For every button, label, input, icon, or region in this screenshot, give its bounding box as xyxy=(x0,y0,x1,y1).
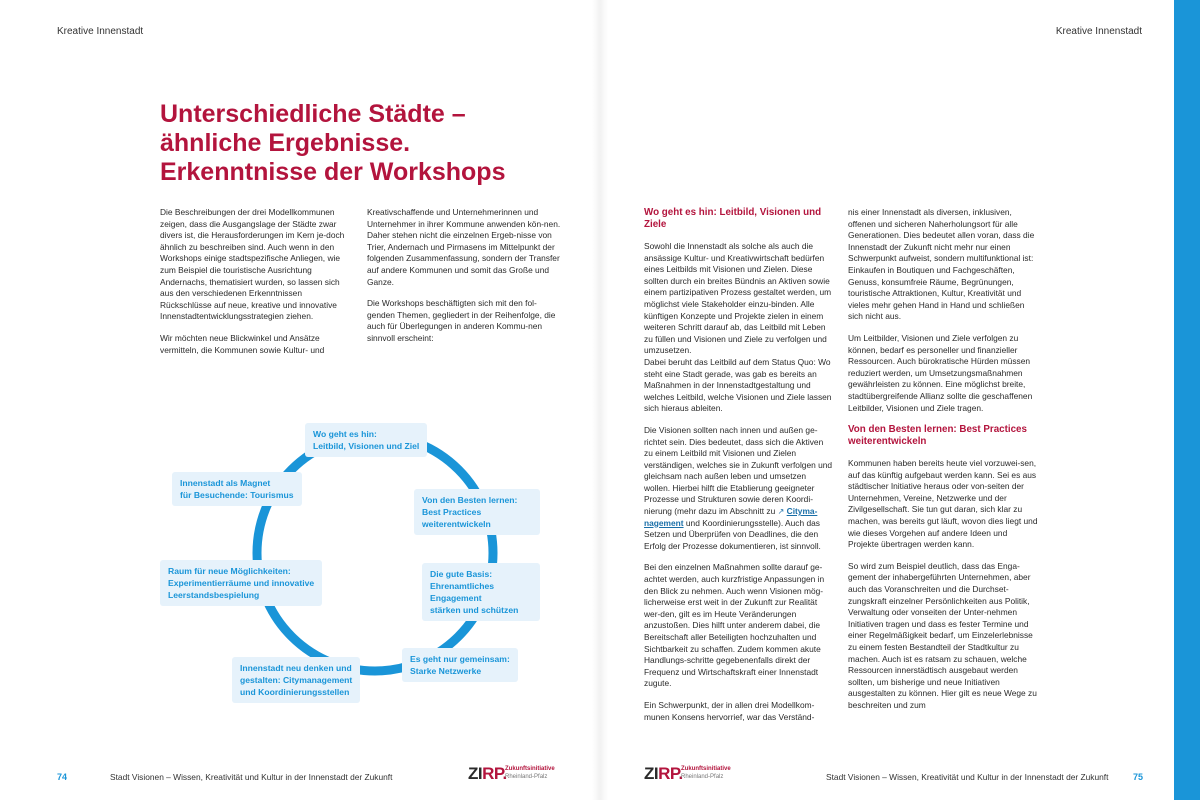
logo-mark: ZIRP. xyxy=(644,764,683,783)
paragraph: Die Beschreibungen der drei Modellkommunen zeigen, dass die Ausgangslage der Städte zwar divers ist, die Herausforderungen im Kern je-doch ähnlich zu beschreiben sind. Auch wenn in den Workshops einige stadtspezifische Anliegen, wie zum Beispiel die touristische Ausrichtung Andernachs, thematisiert wurden, so lassen sich aus den verschiedenen Erkenntnissen Rückschlüsse auf neue, kreative und innovative Innenstadtentwicklungsstrategien ziehen. xyxy=(160,207,345,322)
logo-mark: ZIRP. xyxy=(468,764,507,783)
running-head-right: Kreative Innenstadt xyxy=(1055,26,1142,37)
right-column-2 xyxy=(848,207,1040,722)
cycle-circle xyxy=(257,435,493,671)
zirp-logo-right xyxy=(644,764,744,784)
paragraph: Wir möchten neue Blickwinkel und Ansätze vermitteln, die Kommunen sowie Kultur- und xyxy=(160,332,325,355)
cycle-diagram xyxy=(160,415,540,715)
title-line: ähnliche Ergebnisse. xyxy=(160,129,411,157)
left-column-1 xyxy=(160,207,355,366)
cycle-node-tourism: Innenstadt als Magnet für Besuchende: Tourismus xyxy=(172,472,302,506)
paragraph: Um Leitbilder, Visionen und Ziele verfolgen zu können, bedarf es personeller und finanzieller Ressourcen. Auch bürokratische Hürden müssen reduziert werden, um Umsetzungsmaßnahmen gewährleisten zu können. Eine möglichst breite, stadtübergreifende Allianz sollte die geschaffenen Leitbilder, Visionen und Ziele tragen. xyxy=(848,332,1033,413)
paragraph: Sowohl die Innenstadt als solche als auch die ansässige Kultur- und Kreativwirtschaft bedürfen eines Leitbilds mit Visionen und Zielen. Diese sollten durch ein breites Bündnis an Aktiven sowie einem partizipativen Prozess gestaltet werden, um möglichst viele Stakeholder einzu-binden. Alle künftigen Konzepte und Projekte zielen in einem weiteren Schritt darauf ab, das Leitbild mit Leben zu füllen und Visionen und Ziele zu verfolgen und umzusetzen. xyxy=(644,241,832,356)
section-heading: Wo geht es hin: Leitbild, Visionen und Ziele xyxy=(644,207,822,230)
spine-gutter xyxy=(592,0,608,800)
paragraph: nis einer Innenstadt als diversen, inklusiven, offenen und sicheren Naherholungsort für alle Generationen. Dies bedeutet allen voran, dass die Innenstadt der Zukunft nicht mehr nur einen Schwerpunkt aufweist, sondern multifunktional ist: Einkaufen in Boutiquen und Fachgeschäften, Genuss, konsumfreie Räume, Begrünungen, touristische Attraktionen, Kultur, Kreativität und vieles mehr gehen Hand in Hand und schließen sich nicht aus. xyxy=(848,207,1035,322)
paragraph: Kreativschaffende und Unternehmerinnen und Unternehmer in ihrer Kommune anwenden kön-nen. Daher stehen nicht die einzelnen Ergeb-nisse von Trier, Andernach und Pirmasens im Mittelpunkt der folgenden Zusammenfassung, sondern der Transfer auf andere Kommunen und somit das Große und Ganze. xyxy=(367,207,561,287)
left-column-2 xyxy=(367,207,562,355)
paragraph: Bei den einzelnen Maßnahmen sollte darauf ge-achtet werden, auch kurzfristige Anpassungen in den Blick zu nehmen. Auch wenn Visionen mög-licherweise erst weit in der Zukunft zur Realität wer-den, gilt es im Heute Veränderungen anzustoßen. Dies hilft unter anderem dabei, die Bereitschaft aller Beteiligten hochzuhalten und Sichtbarkeit zu schaffen. Zudem kommen akute Handlungs-schritte gegebenenfalls direkt der Frequenz und Wirtschaftskraft einer Innenstadt zugute. xyxy=(644,562,825,689)
blue-edge-bar xyxy=(1174,0,1200,800)
paragraph: So wird zum Beispiel deutlich, dass das Enga-gement der inhabergeführten Unternehmen, aber auch das Voranschreiten und die Durchset-zungskraft einzelner Persönlichkeiten aus Politik, Verwaltung oder vonseiten der Unter-nehmen Initiativen tragen und dass es fester Termine und einer Regelmäßigkeit bedarf, um Einzelerlebnisse zu einem festen Bestandteil der Stadtkultur zu machen. Auch ist es ratsam zu schauen, welche Ressourcen innerstädtisch ausgebaut werden sollten, um bisherige und neue Initiativen ausgestalten zu können. Hier gilt es neue Wege zu beschreiten und zum xyxy=(848,560,1037,710)
running-head-left: Kreative Innenstadt xyxy=(57,26,144,37)
logo-text: Zukunftsinitiative Rheinland-Pfalz xyxy=(681,766,731,780)
cycle-node-networks: Es geht nur gemeinsam: Starke Netzwerke xyxy=(402,648,518,682)
cycle-node-experiment-spaces: Raum für neue Möglichkeiten: Experimentierräume und innovative Leerstandsbespielung xyxy=(160,560,322,606)
cycle-node-best-practices: Von den Besten lernen: Best Practices weiterentwickeln xyxy=(414,489,540,535)
paragraph: Die Visionen sollten nach innen und außen ge-richtet sein. Dies bedeutet, dass sich die Aktiven zu einem Leitbild mit Visionen und Zielen verständigen, welches sie in Zukunft verfolgen und gleichsam nach außen leben und umsetzen wollen. Hierbei hilft die Etablierung geeigneter Prozesse und Strukturen sowie deren Koordi-nierung (mehr dazu im Abschnitt zu ↗ Cityma-nagement und Koordinierungsstelle). Auch das Setzen und Überprüfen von Deadlines, die den Erfolg der Prozesse dokumentieren, ist sinnvoll. xyxy=(644,424,833,551)
cycle-node-citymanagement: Innenstadt neu denken und gestalten: Citymanagement und Koordinierungsstellen xyxy=(232,657,360,703)
paragraph: Dabei beruht das Leitbild auf dem Status Quo: Wo steht eine Stadt gerade, was gab es bereits an Maßnahmen in der Innenstadtgestaltung und welches Leitbild, welche Visionen und Ziele lassen sich hieraus ableiten. xyxy=(644,356,832,414)
cycle-node-engagement: Die gute Basis: Ehrenamtliches Engagement stärken und schützen xyxy=(422,563,540,621)
paragraph: Ein Schwerpunkt, der in allen drei Modellkom-munen Konsens hervorrief, war das Verständ- xyxy=(644,699,815,722)
page-number-left: 74 xyxy=(57,772,68,782)
page-title xyxy=(160,100,560,187)
paragraph: Kommunen haben bereits heute viel vorzuwei-sen, auf das künftig aufgebaut werden kann. Sei es aus städtischer Initiative heraus oder von-seiten der Unternehmen, Vereine, Netzwerke und der Zivilgesellschaft. Sie tun gut daran, sich klar zu machen, was bereits gut läuft, wovon dies liegt und wie dieses Vorgehen auf andere Ideen und Projekte übertragen werden kann. xyxy=(848,458,1038,550)
right-column-1 xyxy=(644,207,834,733)
logo-text: Zukunftsinitiative Rheinland-Pfalz xyxy=(505,766,555,780)
title-line: Erkenntnisse der Workshops xyxy=(160,158,506,186)
zirp-logo-left xyxy=(468,764,568,784)
external-link-icon: ↗ xyxy=(777,507,785,517)
footer-text-left: Stadt Visionen – Wissen, Kreativität und Kultur in der Innenstadt der Zukunft xyxy=(110,772,393,782)
cycle-node-vision: Wo geht es hin: Leitbild, Visionen und Ziel xyxy=(305,423,427,457)
footer-text-right: Stadt Visionen – Wissen, Kreativität und Kultur in der Innenstadt der Zukunft xyxy=(826,772,1109,782)
title-line: Unterschiedliche Städte – xyxy=(160,100,466,128)
citymanagement-link[interactable]: Cityma-nagement xyxy=(644,506,818,528)
page-number-right: 75 xyxy=(1133,772,1144,782)
section-heading: Von den Besten lernen: Best Practices weiterentwickeln xyxy=(848,424,1027,448)
paragraph: Die Workshops beschäftigten sich mit den fol-genden Themen, gegliedert in der Reihenfolge, die auch für Überlegungen in anderen Kommu-nen sinnvoll erscheint: xyxy=(367,298,556,343)
